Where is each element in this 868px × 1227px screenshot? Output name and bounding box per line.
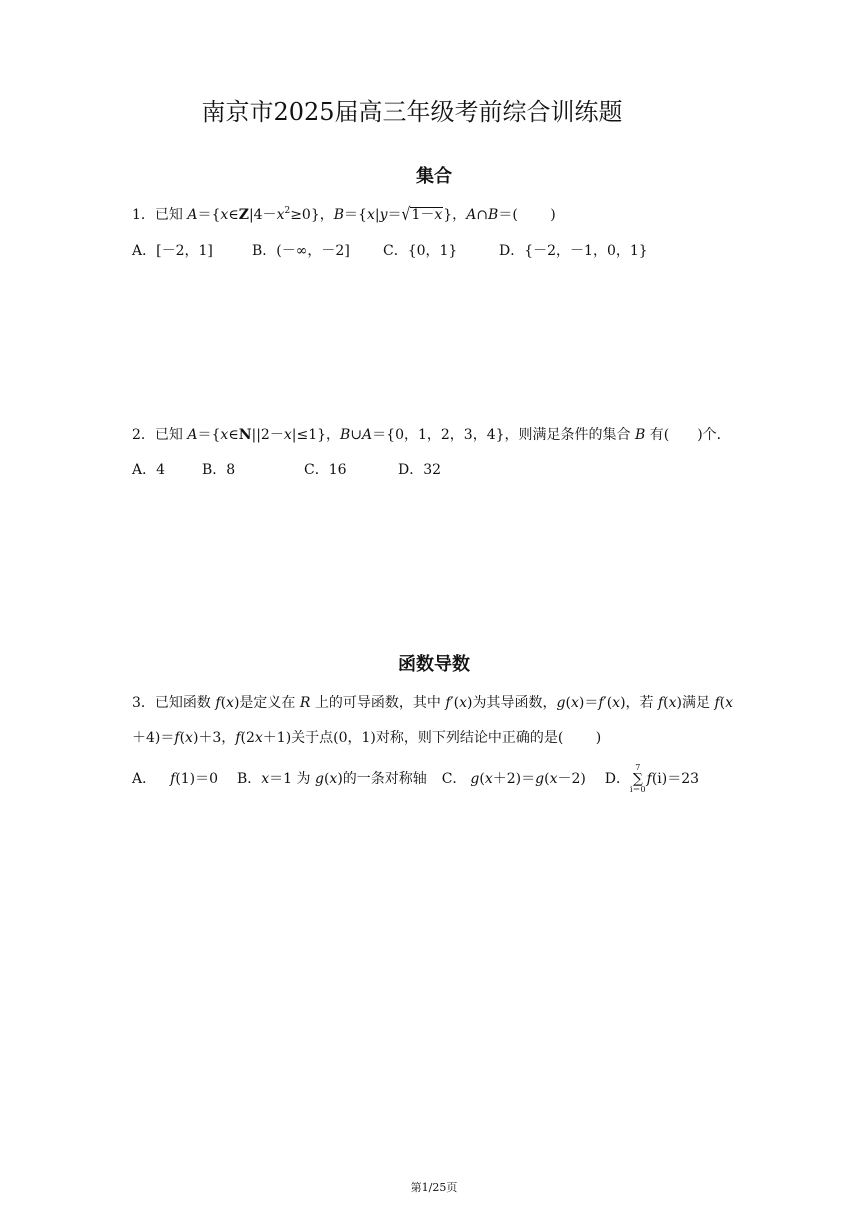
q1-text: | [374,207,380,223]
var-g: g [470,771,480,787]
q1-text: ∈ [228,207,239,223]
radical-sign: √ [401,205,411,225]
var-x: x [283,427,292,443]
q1-text: |4－ [248,207,277,223]
var-x: x [329,771,338,787]
var-x: x [254,730,263,746]
option-text: )的一条对称轴 [337,771,427,787]
q2-text: |≤1}， [291,427,341,443]
var-x: x [276,207,285,223]
var-A: A [187,427,198,443]
var-x: x [612,695,621,711]
q2-text: ＝{0，1，2，3，4}，则满足条件的集合 [372,427,635,443]
var-B: B [333,207,345,223]
q3-text: )＋3， [192,730,236,746]
var-f: f [445,695,451,711]
option-text: (1)＝0 [175,771,219,787]
q3-options [132,764,699,794]
var-x: x [570,695,579,711]
var-x: x [220,427,229,443]
q2-text: ∈ [228,427,239,443]
q3-text: ′( [450,695,460,711]
q3-text: (2 [240,730,255,746]
q1-option-a: A．[－2，1] [132,243,213,259]
var-x: x [549,771,558,787]
set-Z: Z [238,207,249,223]
q2-option-a: A．4 [132,462,166,478]
summation [630,764,646,794]
q1-text: ∩ [476,207,489,223]
option-label: A． [132,771,157,787]
var-A: A [466,207,477,223]
q1-option-b: B．(－∞，－2] [252,243,350,259]
q2-text: ||2－ [251,427,284,443]
q3-text: ( [220,695,227,711]
var-x: x [725,695,734,711]
var-g: g [556,695,566,711]
var-f: f [714,695,720,711]
q1-text: ＝ [387,207,402,223]
q1-text: }， [443,207,467,223]
q3-text: )为其导函数， [467,695,557,711]
q3-option-a [132,771,218,787]
q2-text: ＝{ [197,427,221,443]
q3-option-c [442,771,586,787]
var-f: f [215,695,221,711]
document-title: 南京市2025届高三年级考前综合训练题 [201,98,623,126]
question-3-line-1 [132,692,733,712]
option-text: ( [544,771,550,787]
q1-option-c: C．{0，1} [383,243,458,259]
page-number-footer: 第1/25页 [410,1181,458,1194]
option-text: ＋2)＝ [492,771,536,787]
option-text: (i)＝23 [651,771,700,787]
sum-lower-limit: i＝0 [630,785,646,794]
var-A: A [187,207,198,223]
section-heading-functions-derivatives: 函数导数 [398,654,470,675]
q3-text: ＋4)＝ [132,730,175,746]
var-B: B [340,427,351,443]
q3-text: ＋1)关于点(0，1)对称，则下列结论中正确的是( ) [262,730,602,746]
radicand [410,207,443,223]
question-number: 1． [132,207,155,223]
q2-text: 有( )个． [645,427,731,443]
q3-text: ( [663,695,669,711]
set-N: N [238,427,252,443]
option-label: D． [604,771,630,787]
sigma-symbol: ∑ [632,771,643,787]
var-B: B [634,427,646,443]
question-number: 2． [132,427,155,443]
q3-text: )，若 [620,695,658,711]
option-label: B． [236,771,262,787]
option-text: ( [323,771,330,787]
var-x: x [261,771,270,787]
section-heading-sets: 集合 [416,166,452,187]
var-g: g [314,771,324,787]
var-x: x [434,207,443,223]
var-y: y [379,207,388,223]
question-3-line-2 [132,727,601,747]
q2-option-d: D．32 [398,462,442,478]
var-f: f [174,730,180,746]
q3-text: 上的可导函数，其中 [310,695,446,711]
var-A: A [362,427,373,443]
question-2 [132,424,731,444]
q3-text: 已知函数 [154,695,216,711]
var-f: f [170,771,176,787]
q3-text: ( [179,730,186,746]
q3-text: )是定义在 [233,695,300,711]
q3-option-b [237,771,427,787]
question-number: 3． [132,695,155,711]
sum-upper-limit: 7 [635,763,641,772]
q1-option-d: D．{－2，－1，0，1} [499,243,648,259]
var-g: g [535,771,545,787]
q1-text: ＝{ [344,207,367,223]
var-x: x [226,695,234,711]
var-x: x [220,207,229,223]
q3-text: )满足 [676,695,715,711]
q3-text: ′( [603,695,613,711]
var-x: x [185,730,193,746]
var-f: f [646,771,652,787]
var-x: x [366,207,375,223]
var-f: f [657,695,664,711]
q1-text: 已知 [154,207,188,223]
var-f: f [235,730,241,746]
option-text: ( [479,771,485,787]
var-R: R [299,695,311,711]
q2-option-b: B．8 [202,462,236,478]
exponent: 2 [284,206,291,216]
q2-text: 已知 [154,427,188,443]
q3-text: ( [719,695,726,711]
var-x: x [484,771,493,787]
option-text: －2) [557,771,586,787]
radicand-text: 1－ [411,207,435,223]
var-f: f [598,695,604,711]
q1-text: ≥0}， [290,207,334,223]
q3-text: ( [565,695,571,711]
q2-text: ∪ [350,427,363,443]
option-text: ＝1 为 [269,771,315,787]
option-label: C． [441,771,467,787]
var-x: x [668,695,677,711]
q1-text: ＝{ [197,207,221,223]
q3-option-d [604,763,700,794]
var-x: x [459,695,468,711]
q2-option-c: C．16 [304,462,347,478]
question-1 [132,204,556,224]
var-B: B [488,207,499,223]
q3-text: )＝ [578,695,599,711]
q1-text: ＝( ) [498,207,556,223]
